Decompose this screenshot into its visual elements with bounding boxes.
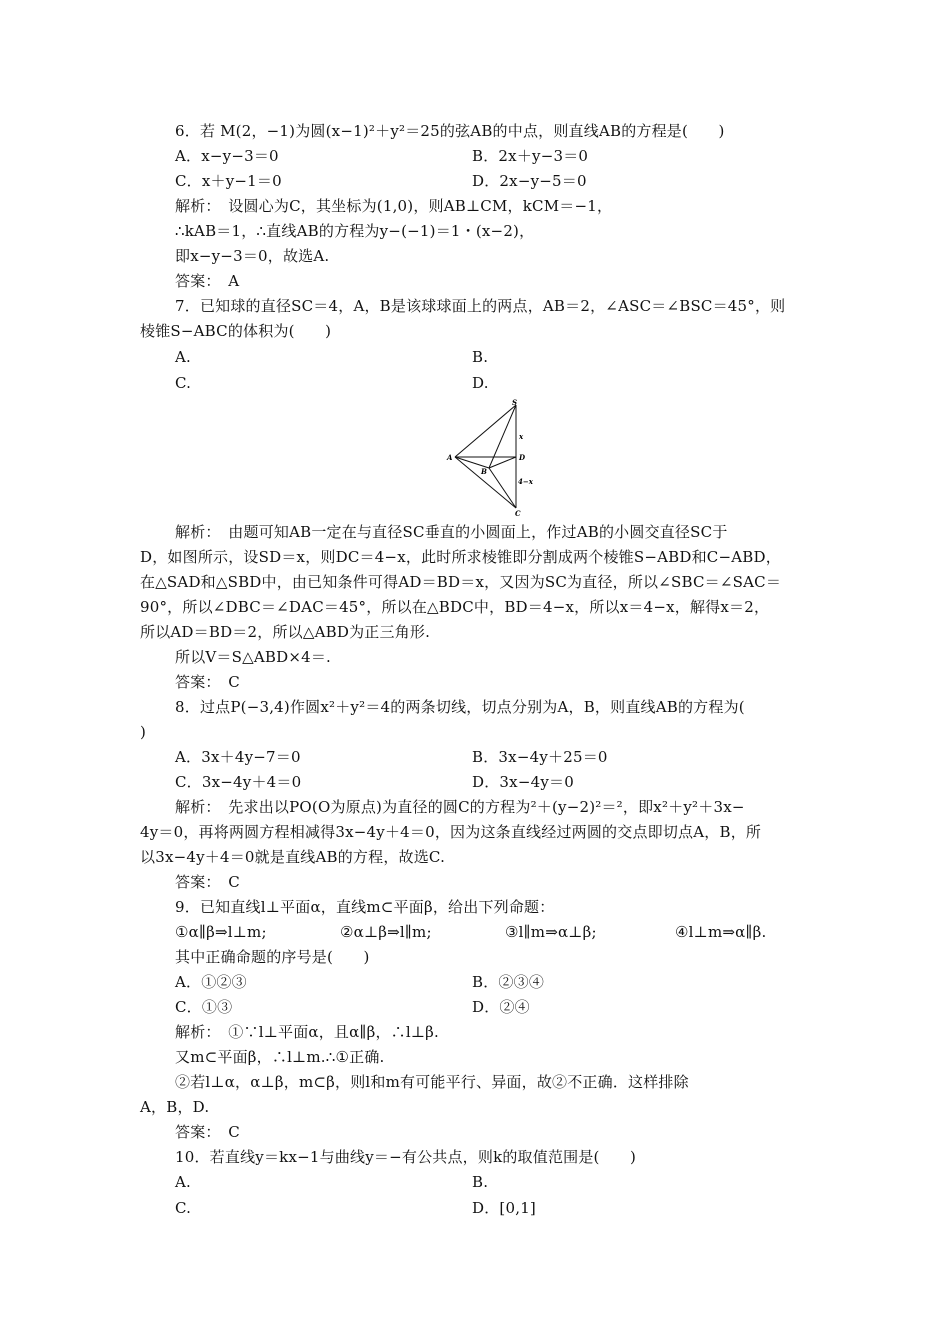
q8-option-b: B．3x−4y＋25＝0	[472, 748, 608, 766]
q10-stem: 10．若直线y＝kx−1与曲线y＝−有公共点，则k的取值范围是( )	[175, 1148, 637, 1166]
q7-answer: 答案： C	[175, 673, 240, 691]
q7-solution-line: 90°，所以∠DBC＝∠DAC＝45°，所以在△BDC中，BD＝4−x，所以x＝4−x，解得x＝2，	[140, 598, 770, 616]
q8-stem: )	[140, 723, 147, 741]
q8-solution-line: 4y＝0，再将两圆方程相减得3x−4y＋4＝0，因为这条直线经过两圆的交点即切点A，B，所	[140, 823, 762, 841]
q9-option-c: C．①③	[175, 998, 233, 1016]
q9-subquestion: 其中正确命题的序号是( )	[175, 948, 370, 966]
figure-label-a: A	[447, 453, 453, 462]
q6-solution-line: 解析： 设圆心为C，其坐标为(1,0)，则AB⊥CM，kCM＝−1，	[175, 197, 613, 215]
q8-solution-line: 以3x−4y＋4＝0就是直线AB的方程，故选C.	[140, 848, 446, 866]
q6-option-c: C．x＋y−1＝0	[175, 172, 282, 190]
q9-solution-line: A，B，D.	[140, 1098, 210, 1116]
figure-label-s: S	[512, 398, 518, 407]
figure-label-d: D	[519, 453, 526, 462]
q9-stem: 9．已知直线l⊥平面α，直线m⊂平面β，给出下列命题：	[175, 898, 555, 916]
figure-label-x: x	[519, 432, 524, 441]
q8-option-d: D．3x−4y＝0	[472, 773, 574, 791]
q7-solution-line: 所以V＝S△ABD×4＝.	[175, 648, 332, 666]
q8-solution-line: 解析： 先求出以PO(O为原点)为直径的圆C的方程为²＋(y−2)²＝²，即x²＋y²＋3x−	[175, 798, 745, 816]
q9-proposition: ③l∥m⇒α⊥β;	[505, 923, 597, 941]
q7-option-d: D.	[472, 374, 489, 392]
q9-option-d: D．②④	[472, 998, 530, 1016]
q10-option-a: A.	[175, 1173, 192, 1191]
q6-option-a: A．x−y−3＝0	[175, 147, 279, 165]
q7-solution-line: D，如图所示，设SD＝x，则DC＝4−x，此时所求棱锥即分割成两个棱锥S−ABD和C−ABD，	[140, 548, 781, 566]
q9-option-b: B．②③④	[472, 973, 545, 991]
q9-proposition: ④l⊥m⇒α∥β.	[675, 923, 767, 941]
q6-answer: 答案： A	[175, 272, 240, 290]
q7-pyramid-figure	[440, 398, 540, 518]
q8-stem: 8．过点P(−3,4)作圆x²＋y²＝4的两条切线，切点分别为A，B，则直线AB的方程为(	[175, 698, 745, 716]
q6-stem: 6．若 M(2，−1)为圆(x−1)²＋y²＝25的弦AB的中点，则直线AB的方程是( )	[175, 122, 725, 140]
q8-option-a: A．3x＋4y−7＝0	[175, 748, 301, 766]
q9-solution-line: 解析： ①∵l⊥平面α，且α∥β，∴l⊥β.	[175, 1023, 440, 1041]
q9-option-a: A．①②③	[175, 973, 247, 991]
q7-stem: 7．已知球的直径SC＝4，A，B是该球球面上的两点，AB＝2，∠ASC＝∠BSC＝45°，则	[175, 297, 786, 315]
q7-stem: 棱锥S−ABC的体积为( )	[140, 322, 332, 340]
q9-solution-line: 又m⊂平面β，∴l⊥m.∴①正确.	[175, 1048, 385, 1066]
q8-answer: 答案： C	[175, 873, 240, 891]
q8-option-c: C．3x−4y＋4＝0	[175, 773, 302, 791]
q6-option-d: D．2x−y−5＝0	[472, 172, 587, 190]
q9-answer: 答案： C	[175, 1123, 240, 1141]
q6-solution-line: ∴kAB＝1，∴直线AB的方程为y−(−1)＝1・(x−2)，	[175, 222, 535, 240]
q7-option-c: C.	[175, 374, 192, 392]
q10-option-b: B.	[472, 1173, 489, 1191]
q9-solution-line: ②若l⊥α，α⊥β，m⊂β，则l和m有可能平行、异面，故②不正确．这样排除	[175, 1073, 689, 1091]
q10-option-c: C.	[175, 1199, 192, 1217]
q6-option-b: B．2x＋y−3＝0	[472, 147, 589, 165]
q7-solution-line: 在△SAD和△SBD中，由已知条件可得AD＝BD＝x，又因为SC为直径，所以∠SBC＝∠SAC＝	[140, 573, 782, 591]
figure-label-4-minus-x: 4−x	[518, 477, 533, 486]
q7-solution-line: 所以AD＝BD＝2，所以△ABD为正三角形.	[140, 623, 431, 641]
q9-proposition: ①α∥β⇒l⊥m;	[175, 923, 267, 941]
figure-label-c: C	[515, 509, 521, 518]
q10-option-d: D．[0,1]	[472, 1199, 536, 1217]
q7-solution-line: 解析： 由题可知AB一定在与直径SC垂直的小圆面上，作过AB的小圆交直径SC于	[175, 523, 728, 541]
q7-option-b: B.	[472, 348, 489, 366]
q6-solution-line: 即x−y−3＝0，故选A.	[175, 247, 330, 265]
figure-label-b: B	[481, 467, 487, 476]
q7-option-a: A.	[175, 348, 192, 366]
q9-proposition: ②α⊥β⇒l∥m;	[340, 923, 432, 941]
